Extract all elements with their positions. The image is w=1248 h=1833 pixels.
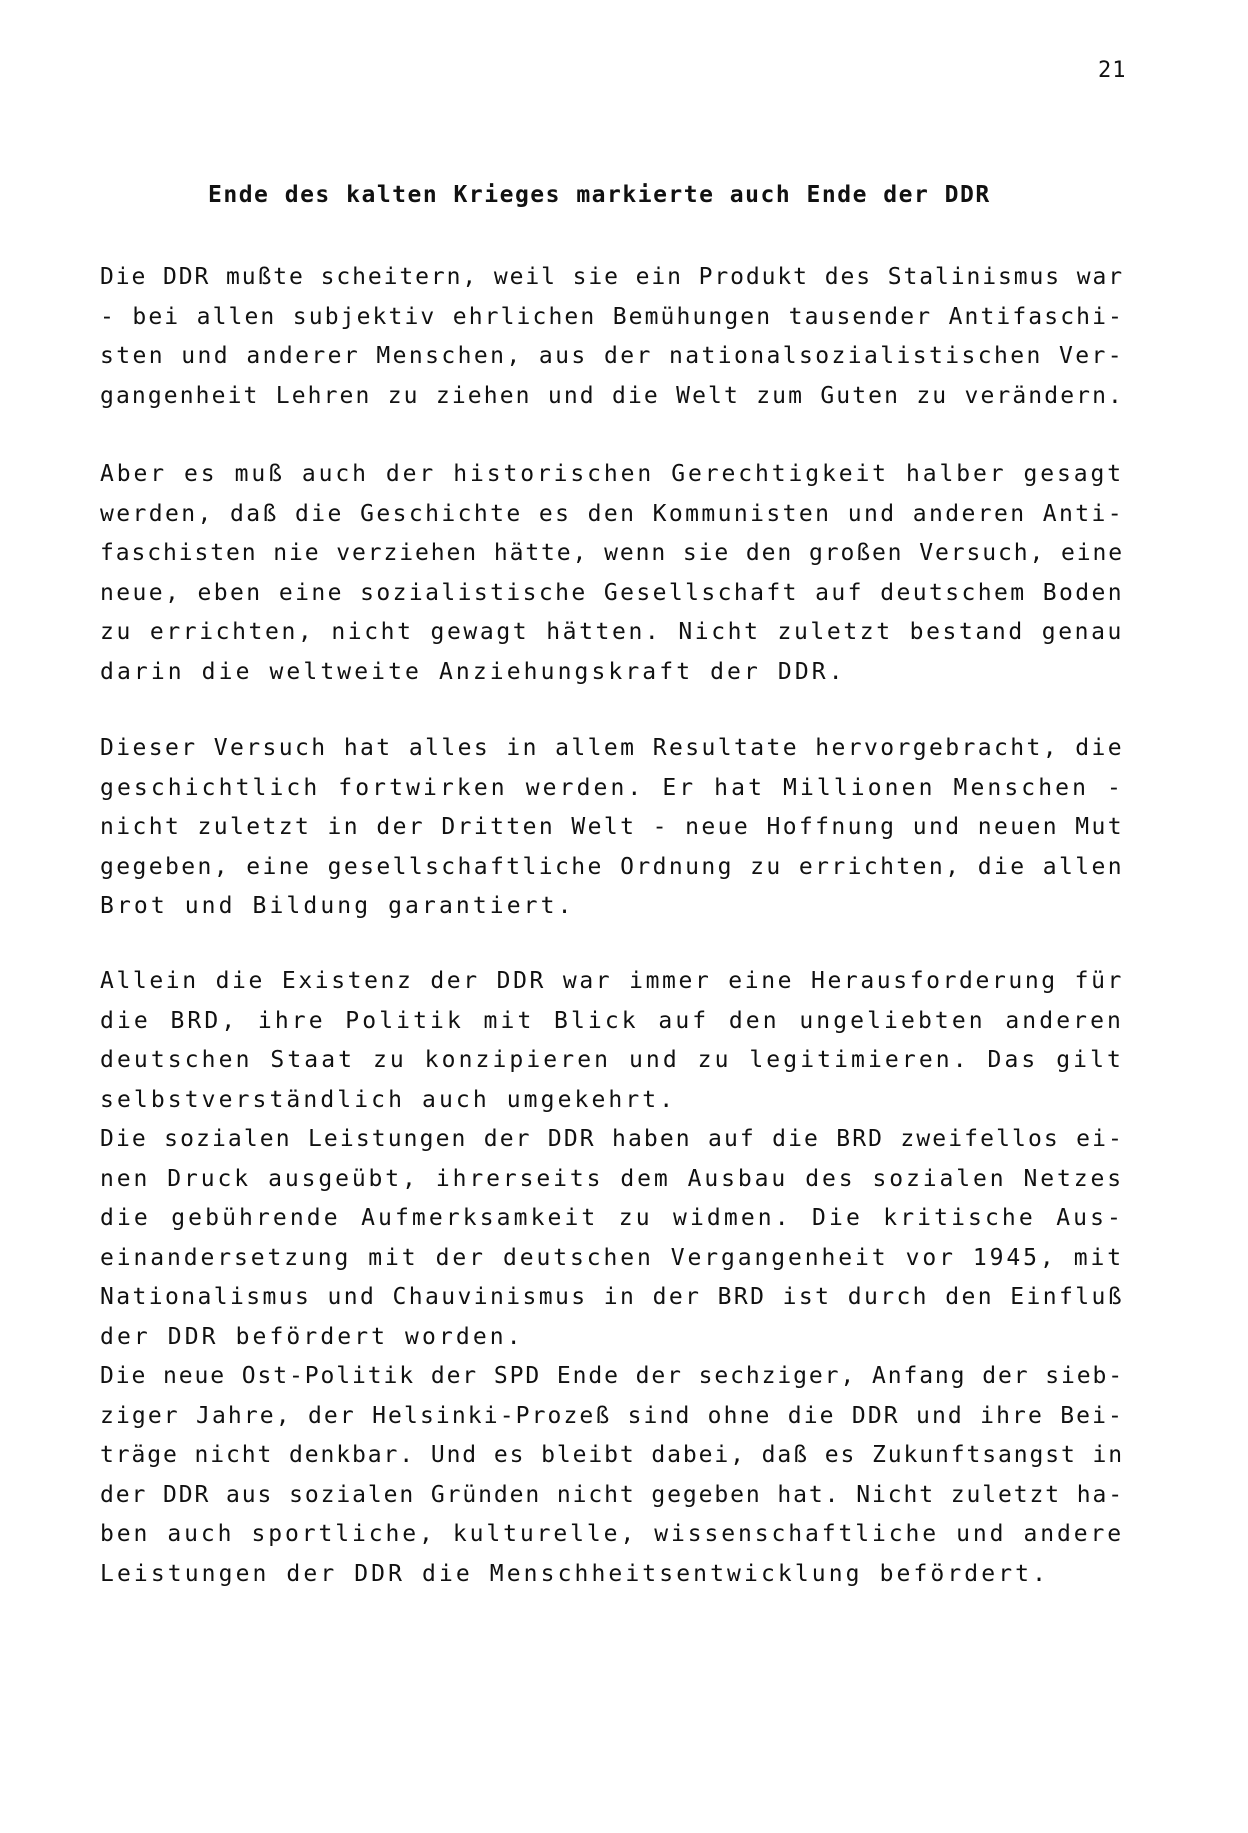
- text-line: zu errichten, nicht gewagt hätten. Nicht zuletzt bestand genau: [100, 619, 1124, 645]
- text-line: sten und anderer Menschen, aus der nationalsozialistischen Ver-: [100, 343, 1124, 369]
- text-line: nen Druck ausgeübt, ihrerseits dem Ausbau des sozialen Netzes: [100, 1165, 1124, 1192]
- text-line: ziger Jahre, der Helsinki-Prozeß sind ohne die DDR und ihre Bei-: [100, 1402, 1124, 1429]
- text-line: Nationalismus und Chauvinismus in der BRD ist durch den Einfluß: [100, 1284, 1124, 1310]
- text-line: darin die weltweite Anziehungskraft der DDR.: [100, 658, 846, 685]
- text-line: faschisten nie verziehen hätte, wenn sie den großen Versuch, eine: [100, 540, 1124, 566]
- section-title: Ende des kalten Krieges markierte auch Ende der DDR: [208, 182, 991, 208]
- text-line: Dieser Versuch hat alles in allem Resultate hervorgebracht, die: [100, 735, 1124, 761]
- text-line: einandersetzung mit der deutschen Vergangenheit vor 1945, mit: [100, 1244, 1124, 1271]
- text-line: ben auch sportliche, kulturelle, wissenschaftliche und andere: [100, 1521, 1124, 1547]
- text-line: - bei allen subjektiv ehrlichen Bemühungen tausender Antifaschi-: [100, 303, 1124, 330]
- text-line: neue, eben eine sozialistische Gesellschaft auf deutschem Boden: [100, 579, 1124, 606]
- text-line: Die neue Ost-Politik der SPD Ende der sechziger, Anfang der sieb-: [100, 1363, 1124, 1389]
- text-line: der DDR befördert worden.: [100, 1323, 524, 1350]
- text-line: gegeben, eine gesellschaftliche Ordnung zu errichten, die allen: [100, 853, 1124, 880]
- text-line: gangenheit Lehren zu ziehen und die Welt zum Guten zu verändern.: [100, 382, 1124, 409]
- text-line: Brot und Bildung garantiert.: [100, 893, 575, 919]
- page-number: 21: [1098, 58, 1127, 83]
- text-line: geschichtlich fortwirken werden. Er hat Millionen Menschen -: [100, 774, 1124, 801]
- text-line: Die sozialen Leistungen der DDR haben auf die BRD zweifellos ei-: [100, 1126, 1124, 1152]
- text-line: Allein die Existenz der DDR war immer eine Herausforderung für: [100, 968, 1124, 994]
- text-line: träge nicht denkbar. Und es bleibt dabei, daß es Zukunftsangst in: [100, 1442, 1124, 1468]
- text-line: der DDR aus sozialen Gründen nicht gegeben hat. Nicht zuletzt ha-: [100, 1481, 1124, 1508]
- paragraph-3: [100, 729, 1124, 927]
- text-line: die gebührende Aufmerksamkeit zu widmen. Die kritische Aus-: [100, 1205, 1124, 1231]
- paragraph-2: [100, 455, 1124, 692]
- text-line: die BRD, ihre Politik mit Blick auf den ungeliebten anderen: [100, 1007, 1124, 1034]
- paragraph-4: [100, 962, 1124, 1594]
- text-line: Aber es muß auch der historischen Gerechtigkeit halber gesagt: [100, 461, 1124, 487]
- text-line: nicht zuletzt in der Dritten Welt - neue Hoffnung und neuen Mut: [100, 814, 1124, 840]
- text-line: deutschen Staat zu konzipieren und zu legitimieren. Das gilt: [100, 1047, 1124, 1073]
- text-line: Leistungen der DDR die Menschheitsentwicklung befördert.: [100, 1560, 1050, 1587]
- text-line: werden, daß die Geschichte es den Kommunisten und anderen Anti-: [100, 500, 1124, 527]
- text-line: Die DDR mußte scheitern, weil sie ein Produkt des Stalinismus war: [100, 264, 1124, 290]
- text-line: selbstverständlich auch umgekehrt.: [100, 1086, 677, 1113]
- paragraph-1: [100, 258, 1124, 416]
